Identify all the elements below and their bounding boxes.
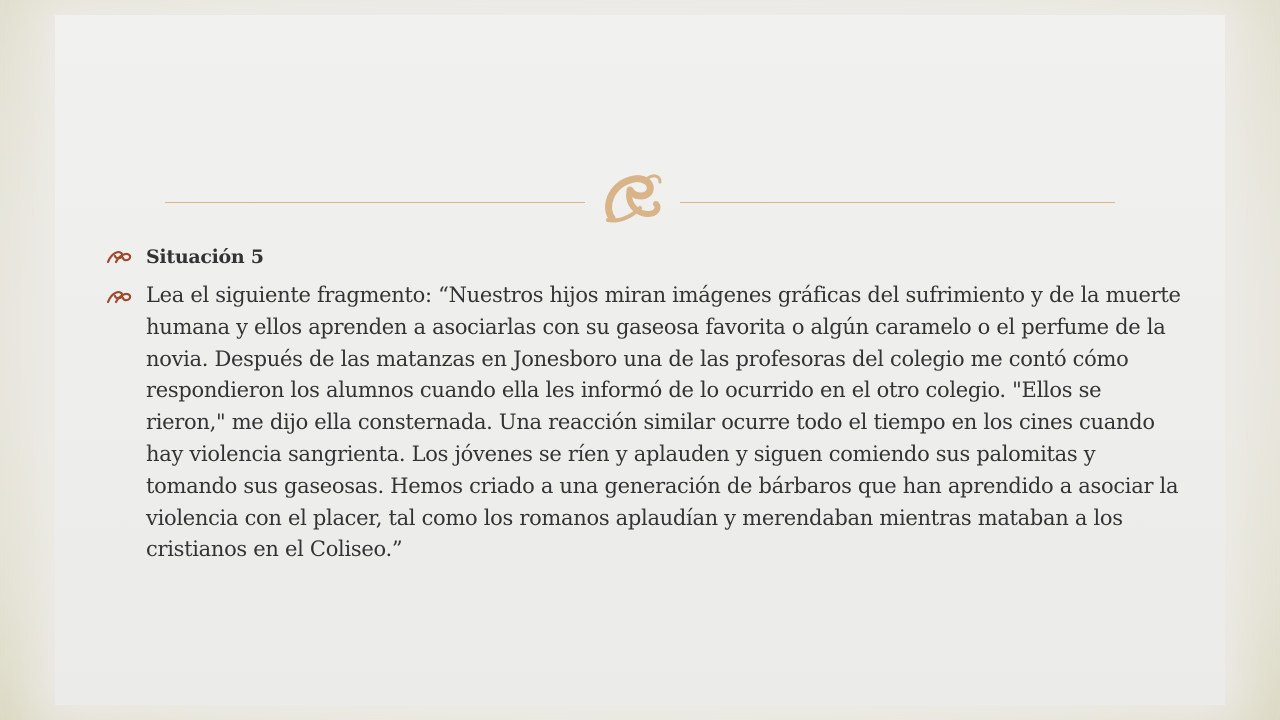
swash-bullet-icon bbox=[106, 280, 146, 314]
floral-swash-icon bbox=[590, 168, 670, 232]
header-divider-left bbox=[165, 202, 585, 203]
bullet-item-fragment bbox=[106, 280, 1186, 566]
fragment-text: Lea el siguiente fragmento: “Nuestros hijos miran imágenes gráficas del sufrimiento y de la muerte humana y ellos aprenden a asociarlas con su gaseosa favorita o algún caramelo o el perfume de la novia. Después de las matanzas en Jonesboro una de las profesoras del colegio me contó cómo respondieron los alumnos cuando ella les informó de lo ocurrido en el otro colegio. "Ellos se rieron," me dijo ella consternada. Una reacción similar ocurre todo el tiempo en los cines cuando hay violencia sangrienta. Los jóvenes se ríen y aplauden y siguen comiendo sus palomitas y tomando sus gaseosas. Hemos criado a una generación de bárbaros que han aprendido a asociar la violencia con el placer, tal como los romanos aplaudían y merendaban mientras mataban a los cristianos en el Coliseo.” bbox=[146, 283, 1181, 562]
swash-bullet-icon bbox=[106, 240, 146, 274]
situation-title: Situación 5 bbox=[146, 246, 264, 268]
bullet-list bbox=[106, 240, 1186, 572]
bullet-item-situacion bbox=[106, 240, 1186, 274]
header-divider-right bbox=[680, 202, 1115, 203]
